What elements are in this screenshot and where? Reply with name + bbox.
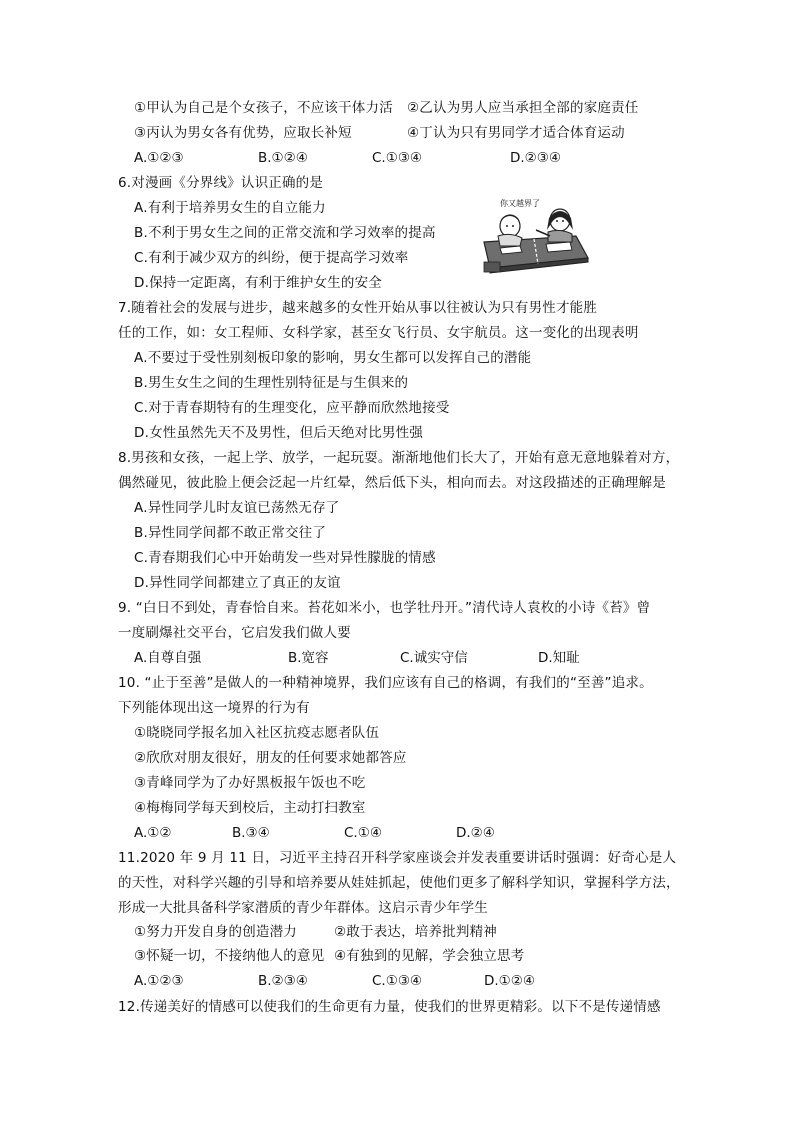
q10-option-d[interactable]: D.②④ [456,825,495,841]
q8-option-c[interactable]: C.青春期我们心中开始萌发一些对异性朦胧的情感 [134,550,436,566]
boundary-cartoon-image [480,196,592,276]
q10-statement-4: ④梅梅同学每天到校后，主动打扫教室 [134,800,366,816]
q7-option-b[interactable]: B.男生女生之间的生理性别特征是与生俱来的 [134,375,409,391]
q11-option-a[interactable]: A.①②③ [134,973,184,989]
q10-option-c[interactable]: C.①④ [344,825,382,841]
q7-option-a[interactable]: A.不要过于受性别刻板印象的影响，男女生都可以发挥自己的潜能 [134,350,532,366]
q6-option-c[interactable]: C.有利于减少双方的纠纷，便于提高学习效率 [134,250,409,266]
cartoon-caption: 你又越界了 [500,199,540,208]
q11-option-b[interactable]: B.②③④ [258,973,308,989]
q9-option-c[interactable]: C.诚实守信 [400,650,468,666]
q5-option-c[interactable]: C.①③④ [372,150,423,166]
q10-option-a[interactable]: A.①② [134,825,172,841]
q9-option-d[interactable]: D.知耻 [538,650,580,666]
q8-stem-line-2: 偶然碰见，彼此脸上便会泛起一片红晕，然后低下头，相向而去。对这段描述的正确理解是 [118,475,666,491]
q8-stem-line-1: 8.男孩和女孩，一起上学、放学，一起玩耍。渐渐地他们长大了，开始有意无意地躲着对方， [118,450,680,466]
q6-option-a[interactable]: A.有利于培养男女生的自立能力 [134,200,326,216]
q11-statement-2: ②敢于表达，培养批判精神 [334,924,498,940]
q8-option-a[interactable]: A.异性同学儿时友谊已荡然无存了 [134,500,340,516]
q10-option-b[interactable]: B.③④ [232,825,270,841]
q9-option-b[interactable]: B.宽容 [288,650,329,666]
q11-statement-3: ③怀疑一切，不接纳他人的意见 [134,948,325,964]
q5-statement-1: ①甲认为自己是个女孩子，不应该干体力活 [134,100,393,116]
q10-statement-3: ③青峰同学为了办好黑板报午饭也不吃 [134,775,366,791]
q5-statement-2: ②乙认为男人应当承担全部的家庭责任 [407,100,639,116]
q10-statement-2: ②欣欣对朋友很好，朋友的任何要求她都答应 [134,750,407,766]
q11-statement-4: ④有独到的见解，学会独立思考 [334,948,525,964]
q9-stem-line-1: 9. “白日不到处，青春恰自来。苔花如米小，也学牡丹开。”清代诗人袁枚的小诗《苔》曾 [118,600,651,616]
q8-option-b[interactable]: B.异性同学间都不敢正常交往了 [134,525,327,541]
q12-stem-line-1: 12.传递美好的情感可以使我们的生命更有力量，使我们的世界更精彩。以下不是传递情感 [118,999,661,1015]
q10-stem-line-1: 10. “止于至善”是做人的一种精神境界，我们应该有自己的格调，有我们的“至善”追求。 [118,675,653,691]
q7-stem-line-1: 7.随着社会的发展与进步，越来越多的女性开始从事以往被认为只有男性才能胜 [118,300,598,316]
q10-stem-line-2: 下列能体现出这一境界的行为有 [118,700,310,716]
q11-option-c[interactable]: C.①③④ [372,973,423,989]
q11-option-d[interactable]: D.①②④ [484,973,535,989]
q6-option-b[interactable]: B.不利于男女生之间的正常交流和学习效率的提高 [134,225,436,241]
q9-option-a[interactable]: A.自尊自强 [134,650,202,666]
q5-option-b[interactable]: B.①②④ [258,150,308,166]
q5-option-d[interactable]: D.②③④ [510,150,561,166]
q5-option-a[interactable]: A.①②③ [134,150,184,166]
q5-statement-4: ④丁认为只有男同学才适合体育运动 [407,125,625,141]
q5-statement-3: ③丙认为男女各有优势，应取长补短 [134,125,352,141]
q11-stem-line-2: 的天性，对科学兴趣的引导和培养要从娃娃抓起，使他们更多了解科学知识，掌握科学方法， [118,875,680,891]
q7-option-d[interactable]: D.女性虽然先天不及男性，但后天绝对比男性强 [134,425,424,441]
q7-option-c[interactable]: C.对于青春期特有的生理变化，应平静而欣然地接受 [134,400,450,416]
q9-stem-line-2: 一度刷爆社交平台，它启发我们做人要 [118,625,351,641]
q11-statement-1: ①努力开发自身的创造潜力 [134,924,298,940]
q6-stem: 6.对漫画《分界线》认识正确的是 [118,175,324,191]
q6-option-d[interactable]: D.保持一定距离，有利于维护女生的安全 [134,275,382,291]
q11-stem-line-3: 形成一大批具备科学家潜质的青少年群体。这启示青少年学生 [118,900,488,916]
q10-statement-1: ①晓晓同学报名加入社区抗疫志愿者队伍 [134,725,380,741]
q8-option-d[interactable]: D.异性同学间都建立了真正的友谊 [134,575,341,591]
q11-stem-line-1: 11.2020 年 9 月 11 日，习近平主持召开科学家座谈会并发表重要讲话时强调：好奇心是人 [118,850,677,866]
q7-stem-line-2: 任的工作，如：女工程师、女科学家，甚至女飞行员、女宇航员。这一变化的出现表明 [118,325,639,341]
